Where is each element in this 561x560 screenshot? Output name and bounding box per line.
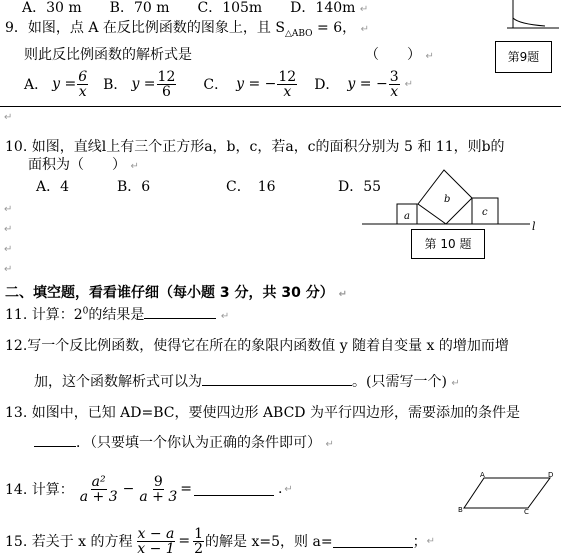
q9-stem-suffix: = 6， (312, 20, 357, 36)
q8-options-text: A．30 m B．70 m C．105m D．140m (22, 0, 356, 16)
frac-num: 1 (194, 525, 204, 542)
paragraph-mark: ↵ (4, 264, 13, 275)
q13-parallelogram-figure (456, 470, 556, 514)
q13-stem-line2 (34, 432, 334, 452)
section-2-heading-text: 二、填空题，看看谁仔细（每小题 3 分，共 30 分） (5, 285, 334, 301)
q15-suffix: 的解是 x=5，则 a= (205, 534, 333, 550)
q10-stem-line1-text: 10. 如图，直线l上有三个正方形a，b，c，若a，c的面积分别为 5 和 11，则b的 (5, 139, 505, 155)
q12-stem-line2 (34, 371, 460, 391)
paragraph-mark: ↵ (325, 439, 334, 450)
frac-den: 6 (161, 83, 171, 100)
q9-option-a-fraction (77, 70, 88, 99)
frac-num: 3 (389, 68, 399, 85)
q9-answer-paren (365, 44, 434, 64)
q15-rhs-fraction (193, 527, 204, 556)
q14-stem (5, 468, 293, 510)
frac-num: 12 (278, 68, 297, 85)
q10-option-c: C． 16 (226, 179, 276, 195)
q12-line2-prefix: 加，这个函数解析式可以为 (34, 374, 202, 390)
vertex-a-label: A (480, 471, 485, 479)
q9-options (24, 66, 413, 102)
q10-stem-line2 (28, 154, 139, 174)
square-c-label: c (482, 207, 488, 218)
q9-stem-prefix: 9．如图，点 A 在反比例函数的图象上，且 S (5, 20, 285, 36)
q14-fraction-2 (139, 475, 177, 504)
q9-hyperbola-figure (505, 0, 561, 32)
paragraph-mark: ↵ (130, 161, 139, 172)
q11-answer-blank[interactable] (144, 318, 216, 319)
vertex-b-label: B (458, 506, 463, 514)
frac-den: x − 1 (137, 540, 175, 557)
q9-option-a-label: A． (24, 77, 49, 93)
q9-stem-line2 (24, 44, 192, 64)
q10-figure-label: 第 10 题 (411, 229, 485, 259)
hyperbola-curve (513, 0, 545, 28)
q9-stem-line2-text: 则此反比例函数的解析式是 (24, 47, 192, 63)
frac-num: x − a (137, 525, 175, 542)
q13-stem-line1 (5, 402, 520, 422)
section-2-heading (5, 282, 347, 302)
q9-option-b-label: B． (103, 77, 128, 93)
q15-answer-blank[interactable] (333, 547, 413, 548)
q15-end: ； (412, 534, 427, 550)
q9-figure-label: 第9题 (495, 41, 552, 73)
frac-den: a + 3 (139, 488, 178, 505)
q11-stem (5, 304, 229, 324)
q9-option-a-lhs: y = (52, 76, 77, 92)
q9-option-c-label: C． (203, 77, 229, 93)
q12-line1-text: 12.写一个反比例函数，使得它在所在的象限内函数值 y 随着自变量 x 的增加而增 (5, 338, 509, 354)
q12-answer-blank[interactable] (202, 385, 352, 386)
paragraph-mark: ↵ (359, 4, 369, 15)
q10-option-a: A．4 (36, 179, 70, 195)
q9-paren-text: （ ） (365, 47, 421, 63)
frac-den: x (283, 83, 292, 100)
paragraph-mark: ↵ (4, 112, 13, 123)
q14-answer-blank[interactable] (194, 495, 274, 496)
parallelogram-abcd (464, 478, 550, 508)
line-l-label: l (532, 220, 536, 233)
q9-option-c-fraction (277, 70, 297, 99)
q12-line2-suffix: 。(只需写一个) (352, 374, 447, 390)
q15-prefix: 15. 若关于 x 的方程 (5, 534, 133, 550)
square-a-label: a (404, 211, 410, 222)
q13-line1-text: 13. 如图中，已知 AD=BC，要使四边形 ABCD 为平行四边形，需要添加的条件是 (5, 405, 520, 421)
q9-stem-subscript: △ABO (284, 28, 313, 39)
q14-equals: = (180, 481, 192, 497)
paragraph-mark: ↵ (360, 24, 369, 35)
paragraph-mark: ↵ (425, 51, 434, 62)
q9-option-d-lhs: y = − (347, 76, 388, 92)
vertex-d-label: D (548, 471, 554, 479)
q11-exponent: 0 (82, 306, 89, 317)
frac-den: a + 3 (79, 488, 118, 505)
q14-fraction-1 (80, 475, 118, 504)
q14-prefix: 14. 计算： (5, 482, 74, 498)
q13-answer-blank[interactable] (34, 446, 76, 447)
q10-stem-line2-text: 面积为（ ） (28, 157, 126, 173)
section-divider (0, 106, 561, 107)
frac-den: x (78, 83, 87, 100)
q8-options (22, 0, 368, 17)
q10-stem-line1 (5, 136, 505, 156)
q13-line2-text: ．（只要填一个你认为正确的条件即可） (76, 435, 321, 451)
q9-option-d-label: D． (314, 77, 340, 93)
q9-stem-line1 (5, 17, 369, 39)
frac-num: 12 (157, 68, 176, 85)
q9-option-b-fraction (157, 70, 177, 99)
q14-end-period: . (277, 481, 283, 497)
frac-num: 9 (153, 473, 163, 490)
q9-option-c-lhs: y = − (236, 76, 277, 92)
q12-stem-line1 (5, 335, 509, 355)
square-b-label: b (444, 194, 451, 205)
paragraph-mark: ↵ (220, 311, 230, 322)
q15-stem (5, 522, 435, 560)
q10-option-d: D．55 (338, 179, 382, 195)
q14-minus: − (122, 481, 135, 497)
q15-lhs-fraction (137, 527, 176, 556)
frac-den: x (390, 83, 399, 100)
q9-option-d-fraction (389, 70, 400, 99)
paragraph-mark: ↵ (4, 204, 13, 215)
q11-suffix: 的结果是 (88, 307, 145, 323)
paragraph-mark: ↵ (451, 378, 460, 389)
frac-den: 2 (194, 540, 204, 557)
paragraph-mark: ↵ (4, 244, 13, 255)
paragraph-mark: ↵ (4, 224, 13, 235)
q9-option-b-lhs: y = (131, 76, 156, 92)
q10-option-b: B．6 (117, 179, 151, 195)
q10-squares-figure (360, 166, 560, 236)
paragraph-mark: ↵ (338, 289, 347, 300)
frac-num: 6 (78, 68, 88, 85)
q15-equals: = (178, 533, 191, 549)
frac-num: a² (91, 473, 106, 490)
paragraph-mark: ↵ (426, 535, 435, 547)
paragraph-mark: ↵ (404, 78, 414, 90)
q11-prefix: 11. 计算：2 (5, 307, 83, 323)
paragraph-mark: ↵ (284, 483, 293, 495)
vertex-c-label: C (524, 508, 529, 514)
